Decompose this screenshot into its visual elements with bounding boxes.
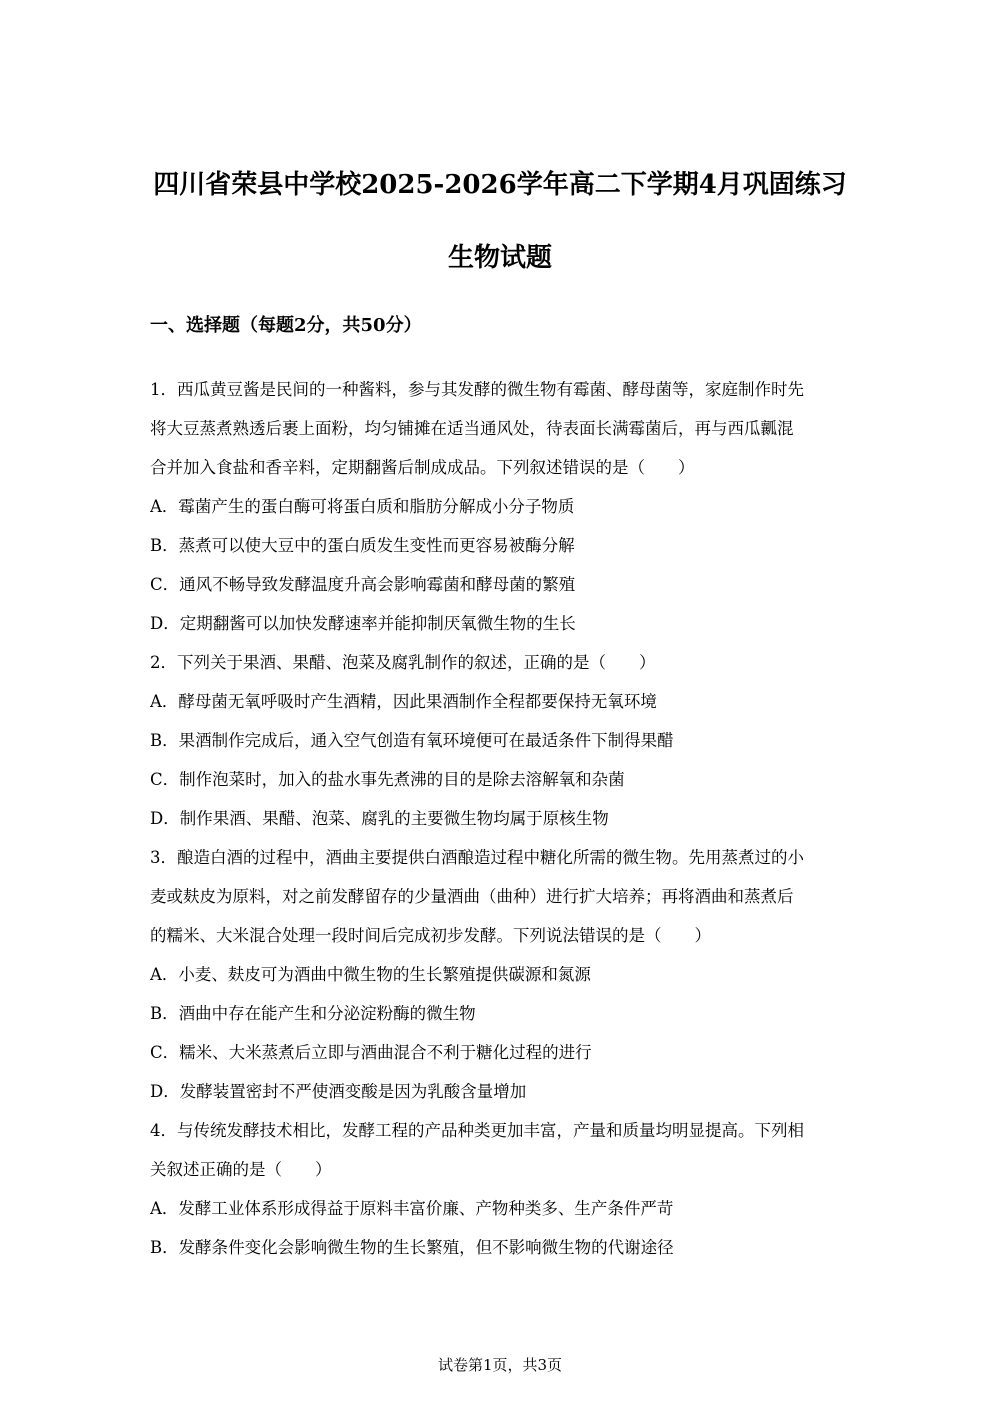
question-2-option-d: D．制作果酒、果醋、泡菜、腐乳的主要微生物均属于原核生物 xyxy=(150,809,609,828)
question-1-stem-line-1: 1．西瓜黄豆酱是民间的一种酱料，参与其发酵的微生物有霉菌、酵母菌等，家庭制作时先 xyxy=(150,380,804,399)
exam-title: 四川省荣县中学校2025-2026学年高二下学期4月巩固练习 xyxy=(153,170,847,200)
question-3-stem-line-2: 麦或麸皮为原料，对之前发酵留存的少量酒曲（曲种）进行扩大培养；再将酒曲和蒸煮后 xyxy=(150,887,794,906)
question-1-stem-line-2: 将大豆蒸煮熟透后裹上面粉，均匀铺摊在适当通风处，待表面长满霉菌后，再与西瓜瓤混 xyxy=(150,419,794,438)
question-3-option-c: C．糯米、大米蒸煮后立即与酒曲混合不利于糖化过程的进行 xyxy=(150,1043,592,1062)
question-1-stem-line-3: 合并加入食盐和香辛料，定期翻酱后制成成品。下列叙述错误的是（ ） xyxy=(150,458,695,477)
question-2-option-c: C．制作泡菜时，加入的盐水事先煮沸的目的是除去溶解氧和杂菌 xyxy=(150,770,625,789)
question-3-stem-line-1: 3．酿造白酒的过程中，酒曲主要提供白酒酿造过程中糖化所需的微生物。先用蒸煮过的小 xyxy=(150,848,804,867)
question-4-stem-line-1: 4．与传统发酵技术相比，发酵工程的产品种类更加丰富，产量和质量均明显提高。下列相 xyxy=(150,1121,804,1140)
question-3-stem-line-3: 的糯米、大米混合处理一段时间后完成初步发酵。下列说法错误的是（ ） xyxy=(150,926,711,945)
question-4-stem-line-2: 关叙述正确的是（ ） xyxy=(150,1160,332,1179)
question-1-option-c: C．通风不畅导致发酵温度升高会影响霉菌和酵母菌的繁殖 xyxy=(150,575,576,594)
question-3-option-a: A．小麦、麸皮可为酒曲中微生物的生长繁殖提供碳源和氮源 xyxy=(150,965,591,984)
question-body xyxy=(150,370,860,1267)
question-4-option-b: B．发酵条件变化会影响微生物的生长繁殖，但不影响微生物的代谢途径 xyxy=(150,1238,674,1257)
page-footer: 试卷第1页，共3页 xyxy=(437,1356,563,1374)
question-2-stem: 2．下列关于果酒、果醋、泡菜及腐乳制作的叙述，正确的是（ ） xyxy=(150,653,656,672)
question-3-option-d: D．发酵装置密封不严使酒变酸是因为乳酸含量增加 xyxy=(150,1082,527,1101)
question-2-option-b: B．果酒制作完成后，通入空气创造有氧环境便可在最适条件下制得果醋 xyxy=(150,731,674,750)
question-1-option-a: A．霉菌产生的蛋白酶可将蛋白质和脂肪分解成小分子物质 xyxy=(150,497,575,516)
question-4-option-a: A．发酵工业体系形成得益于原料丰富价廉、产物种类多、生产条件严苛 xyxy=(150,1199,674,1218)
question-3-option-b: B．酒曲中存在能产生和分泌淀粉酶的微生物 xyxy=(150,1004,476,1023)
question-1-option-d: D．定期翻酱可以加快发酵速率并能抑制厌氧微生物的生长 xyxy=(150,614,576,633)
section-heading: 一、选择题（每题2分，共50分） xyxy=(150,315,422,336)
question-2-option-a: A．酵母菌无氧呼吸时产生酒精，因此果酒制作全程都要保持无氧环境 xyxy=(150,692,657,711)
question-1-option-b: B．蒸煮可以使大豆中的蛋白质发生变性而更容易被酶分解 xyxy=(150,536,575,555)
exam-subtitle: 生物试题 xyxy=(447,243,552,273)
